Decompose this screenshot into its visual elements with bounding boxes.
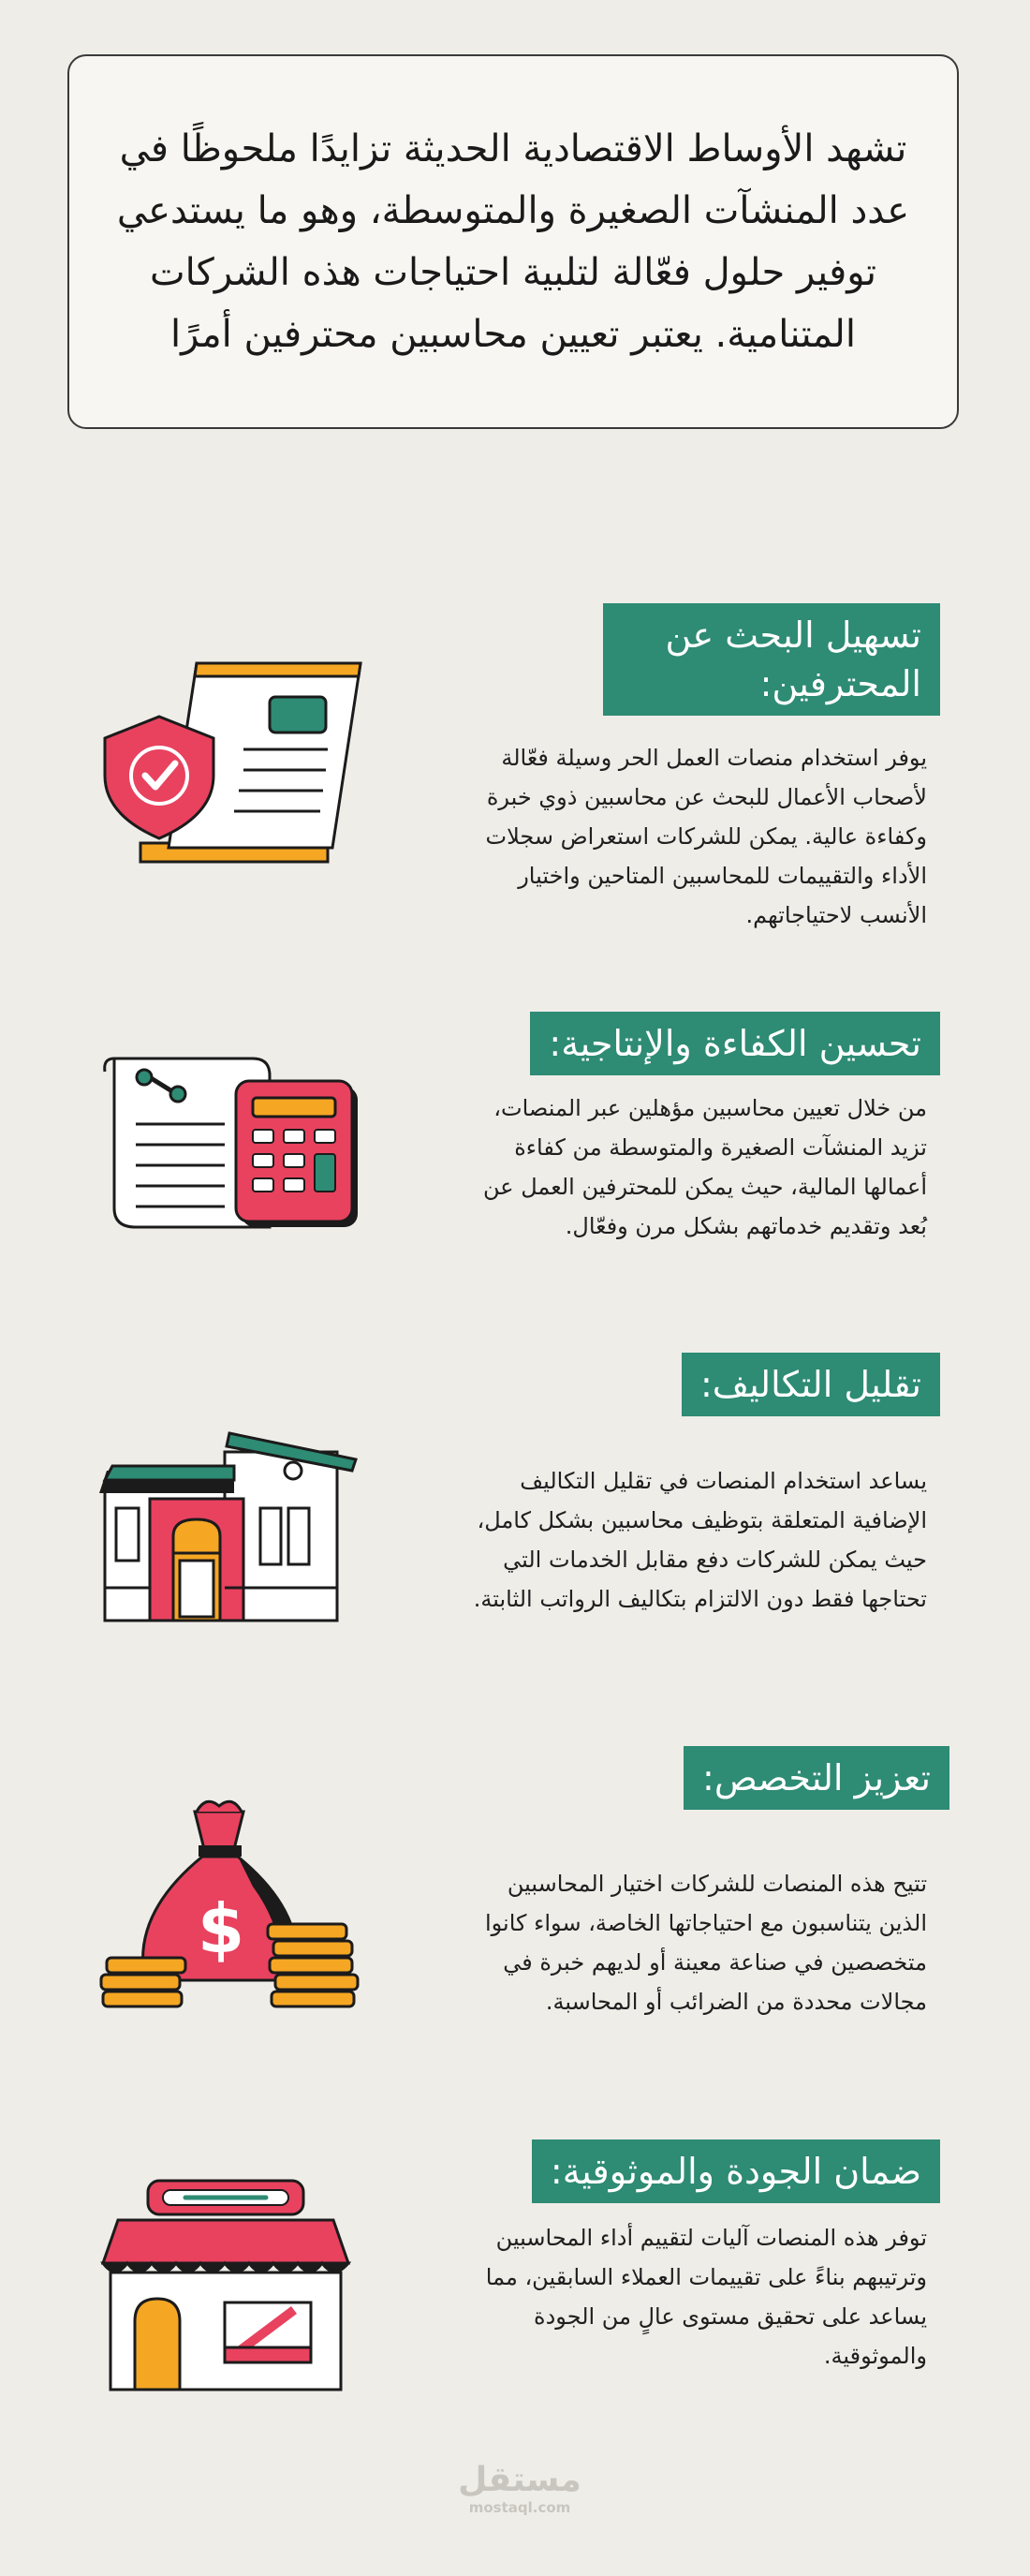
- section-heading: تسهيل البحث عن المحترفين:: [603, 603, 940, 716]
- section-body: يساعد استخدام المنصات في تقليل التكاليف الإضافية المتعلقة بتوظيف محاسبين بشكل كامل، حيث يمكن للشركات دفع مقابل الخدمات التي تحتاجها فقط دون الالتزام بتكاليف الرواتب الثابتة.: [473, 1468, 927, 1612]
- section-heading: تحسين الكفاءة والإنتاجية:: [530, 1012, 940, 1075]
- section-body: توفر هذه المنصات آليات لتقييم أداء المحاسبين وترتيبهم بناءً على تقييمات العملاء السابقين، مما يساعد على تحقيق مستوى عالٍ من الجودة والموثوقية.: [485, 2225, 927, 2369]
- watermark-arabic: مستقل: [458, 2461, 581, 2499]
- intro-box: [67, 54, 959, 429]
- section-heading: تقليل التكاليف:: [682, 1353, 940, 1416]
- intro-text: تشهد الأوساط الاقتصادية الحديثة تزايدًا ملحوظًا في عدد المنشآت الصغيرة والمتوسطة، وهو ما يستدعي توفير حلول فعّالة لتلبية احتياجات هذه الشركات المتنامية. يعتبر تعيين محاسبين محترفين أمرًا: [116, 127, 910, 356]
- section-find-professionals: [0, 600, 1030, 974]
- svg-text:$: $: [197, 1889, 245, 1968]
- section-body: تتيح هذه المنصات للشركات اختيار المحاسبين الذين يتناسبون مع احتياجاتها الخاصة، سواء كانوا متخصصين في صناعة معينة أو لديهم خبرة في مجالات محددة من الضرائب أو المحاسبة.: [484, 1871, 927, 2015]
- section-body: يوفر استخدام منصات العمل الحر وسيلة فعّالة لأصحاب الأعمال للبحث عن محاسبين ذوي خبرة وكفاءة عالية. يمكن للشركات استعراض سجلات الأداء والتقييمات للمحاسبين المتاحين واختيار الأنسب لاحتياجاتهم.: [485, 745, 927, 928]
- section-heading: ضمان الجودة والموثوقية:: [532, 2139, 940, 2203]
- watermark-url: mostaql.com: [468, 2499, 571, 2516]
- section-body: من خلال تعيين محاسبين مؤهلين عبر المنصات، تزيد المنشآت الصغيرة والمتوسطة من كفاءة أعمالها المالية، حيث يمكن للمحترفين العمل عن بُعد وتقديم خدماتهم بشكل مرن وفعّال.: [483, 1095, 927, 1239]
- money-bag-icon: [94, 1784, 375, 2018]
- storefront-icon: [94, 2171, 375, 2396]
- document-shield-icon: [94, 656, 375, 881]
- section-specialization: [0, 1742, 1030, 2089]
- section-efficiency: [0, 1002, 1030, 1311]
- section-reduce-costs: [0, 1349, 1030, 1686]
- section-heading: تعزيز التخصص:: [684, 1746, 949, 1810]
- section-quality: [0, 2136, 1030, 2417]
- watermark: [449, 2462, 590, 2516]
- house-icon: [94, 1414, 375, 1639]
- calculator-percent-icon: [94, 1040, 375, 1265]
